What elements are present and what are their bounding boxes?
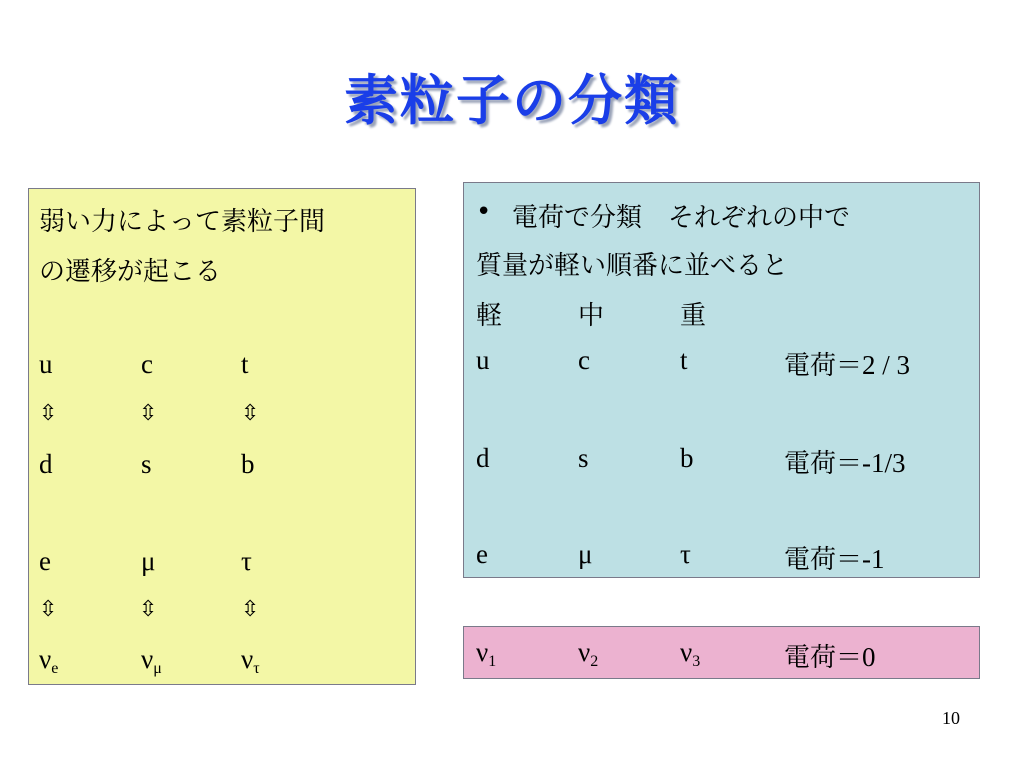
quark-d: d	[39, 449, 53, 479]
quark-t: t	[241, 349, 249, 379]
lepton-e: e	[39, 546, 51, 576]
row-cell: u	[476, 345, 490, 375]
transition-arrow-icon: ⇳	[139, 401, 158, 426]
charge-classification-box	[463, 182, 980, 578]
row-cell: s	[578, 443, 589, 473]
slide-title: 素粒子の分類	[344, 69, 680, 132]
row-cell: τ	[680, 539, 691, 569]
row-cell: d	[476, 443, 490, 473]
transition-arrow-icon: ⇳	[139, 597, 158, 622]
weak-force-text-line2: の遷移が起こる	[39, 257, 222, 287]
weak-force-text-line1: 弱い力によって素粒子間	[39, 207, 326, 237]
page-number: 10	[942, 708, 960, 728]
neutrino-mu: $\nu_\mu$	[141, 644, 162, 677]
row-cell: e	[476, 539, 488, 569]
classification-text-line2: 質量が軽い順番に並べると	[476, 251, 789, 281]
quark-u: u	[39, 349, 53, 379]
neutrino-1: $\nu_1$	[476, 637, 497, 670]
charge-lepton: 電荷＝-1	[784, 544, 885, 575]
charge-down-type: 電荷＝-1/3	[784, 448, 906, 479]
row-cell: t	[680, 345, 688, 375]
neutrino-2: $\nu_2$	[578, 637, 599, 670]
weak-force-box	[28, 188, 416, 685]
transition-arrow-icon: ⇳	[39, 597, 58, 622]
transition-arrow-icon: ⇳	[241, 597, 260, 622]
quark-c: c	[141, 349, 153, 379]
header-light: 軽	[476, 301, 503, 331]
quark-s: s	[141, 449, 152, 479]
neutrino-box	[463, 626, 980, 679]
neutrino-tau: $\nu_\tau$	[241, 644, 260, 677]
header-heavy: 重	[680, 301, 707, 331]
transition-arrow-icon: ⇳	[241, 401, 260, 426]
header-medium: 中	[578, 301, 605, 331]
lepton-tau: τ	[241, 546, 252, 576]
charge-up-type: 電荷＝2 / 3	[784, 350, 911, 381]
row-cell: c	[578, 345, 590, 375]
quark-b: b	[241, 449, 255, 479]
neutrino-e: $\nu_e$	[39, 644, 59, 677]
row-cell: b	[680, 443, 694, 473]
row-cell: μ	[578, 539, 593, 569]
lepton-mu: μ	[141, 546, 156, 576]
charge-neutrino: 電荷＝0	[784, 642, 876, 673]
classification-text-line1: 電荷で分類 それぞれの中で	[512, 203, 851, 233]
transition-arrow-icon: ⇳	[39, 401, 58, 426]
bullet: •	[476, 197, 492, 227]
neutrino-3: $\nu_3$	[680, 637, 701, 670]
